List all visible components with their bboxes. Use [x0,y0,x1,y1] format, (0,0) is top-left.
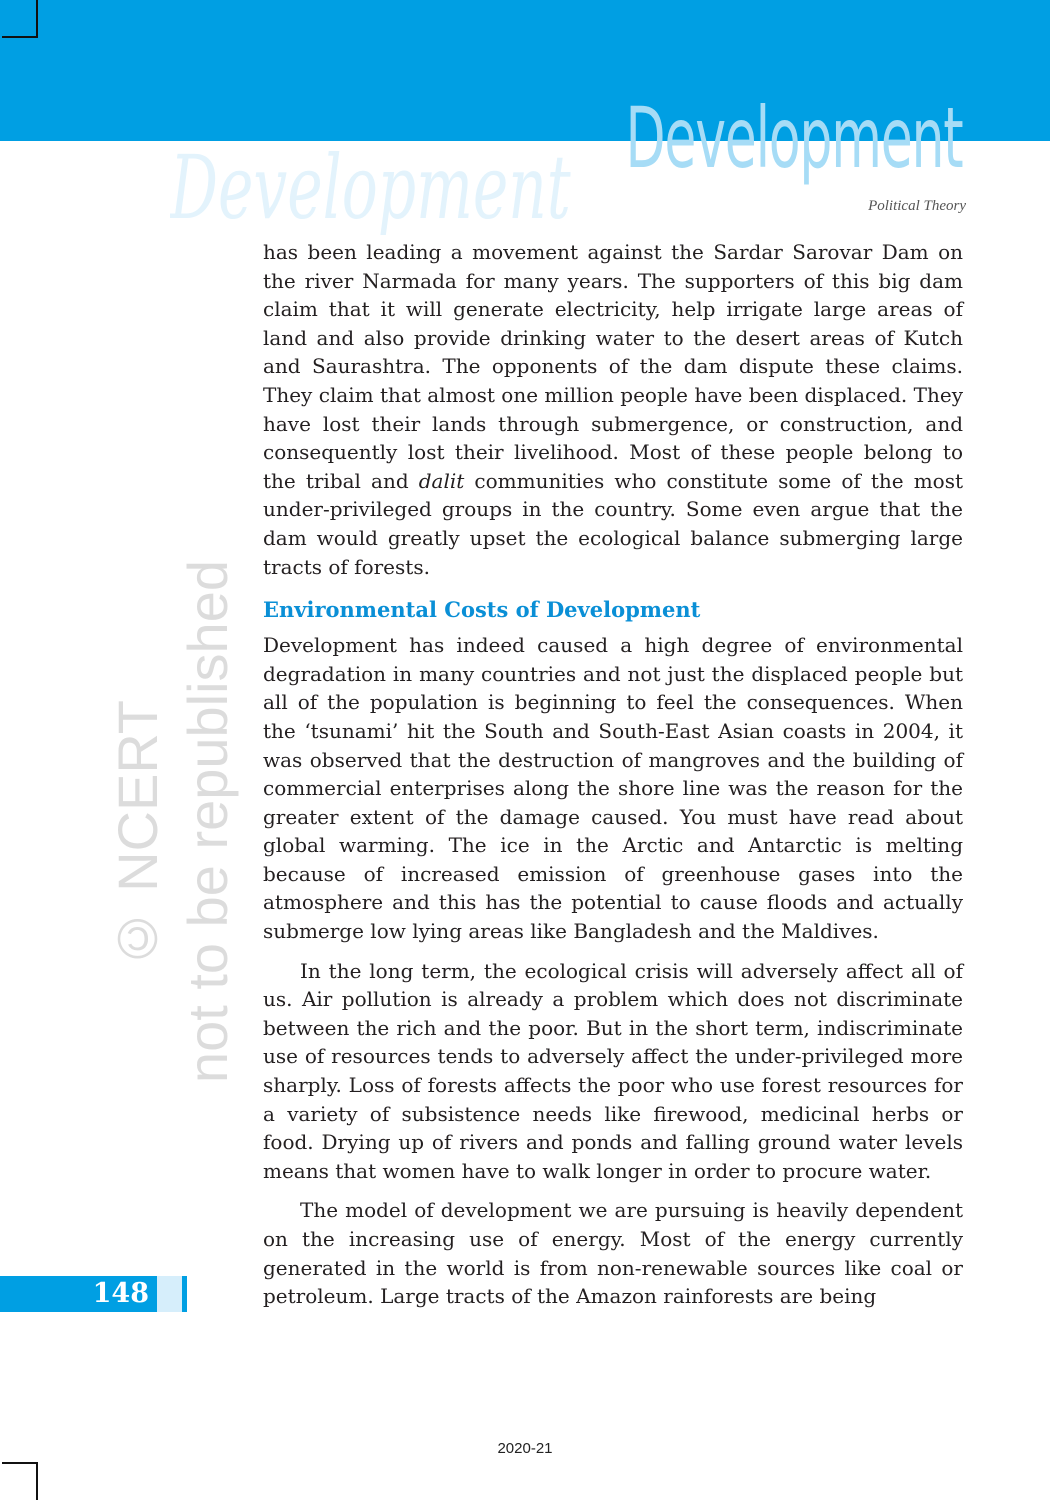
footer-year: 2020-21 [497,1440,553,1457]
paragraph-3: In the long term, the ecological crisis will adversely affect all of us. Air pollution is already a problem which does not discriminate between the rich and the poor. But in the short term, indiscriminate use of resources tends to adversely affect the under-privileged more sharply. Loss of forests affects the poor who use forest resources for a variety of subsistence needs like firewood, medicinal herbs or food. Drying up of rivers and ponds and falling ground water levels means that women have to walk longer in order to procure water. [263,958,963,1183]
body-text [263,238,963,1311]
section-heading: Environmental Costs of Development [263,597,701,623]
watermark-ncert: © NCERT [106,700,169,971]
crop-mark-top-left [2,0,38,38]
paragraph-text: has been leading a movement against the Sardar Sarovar Dam on the river Narmada for many years. The supporters of this big dam claim that it will generate electricity, help irrigate large areas of land and also provide drinking water to the desert areas of Kutch and Saurashtra. The opponents of the dam dispute these claims. They claim that almost one million people have been displaced. They have lost their lands through submergence, or construction, and consequently lost their livelihood. Most of these people belong to the tribal and [263,240,963,493]
chapter-title: Development [625,89,962,187]
italic-term: dalit [418,468,465,493]
crop-mark-bottom-left [2,1462,38,1500]
paragraph-4: The model of development we are pursuing is heavily dependent on the increasing use of energy. Most of the energy currently generated in the world is from non-renewable sources like coal or petroleum. Large tracts of the Amazon rainforests are being [263,1198,963,1309]
page-number: 148 [0,1276,157,1312]
ghost-chapter-title: Development [170,141,571,235]
page-number-accent [157,1276,182,1312]
paragraph-text: communities who constitute some of the most under-privileged groups in the country. Some even argue that the dam would greatly upset the ecological balance submerging large tracts of forests. [263,468,964,579]
running-head: Political Theory [868,198,966,214]
paragraph-2: Development has indeed caused a high degree of environmental degradation in many countries and not just the displaced people but all of the population is beginning to feel the consequences. When the ‘tsunami’ hit the South and South-East Asian coasts in 2004, it was observed that the destruction of mangroves and the building of commercial enterprises along the shore line was the reason for the greater extent of the damage caused. You must have read about global warming. The ice in the Arctic and Antarctic is melting because of increased emission of greenhouse gases into the atmosphere and this has the potential to cause floods and actually submerge low lying areas like Bangladesh and the Maldives. [263,633,963,944]
watermark-not-republished: not to be republished [176,560,239,1084]
paragraph-1 [263,238,963,581]
page-number-bar [182,1276,187,1312]
